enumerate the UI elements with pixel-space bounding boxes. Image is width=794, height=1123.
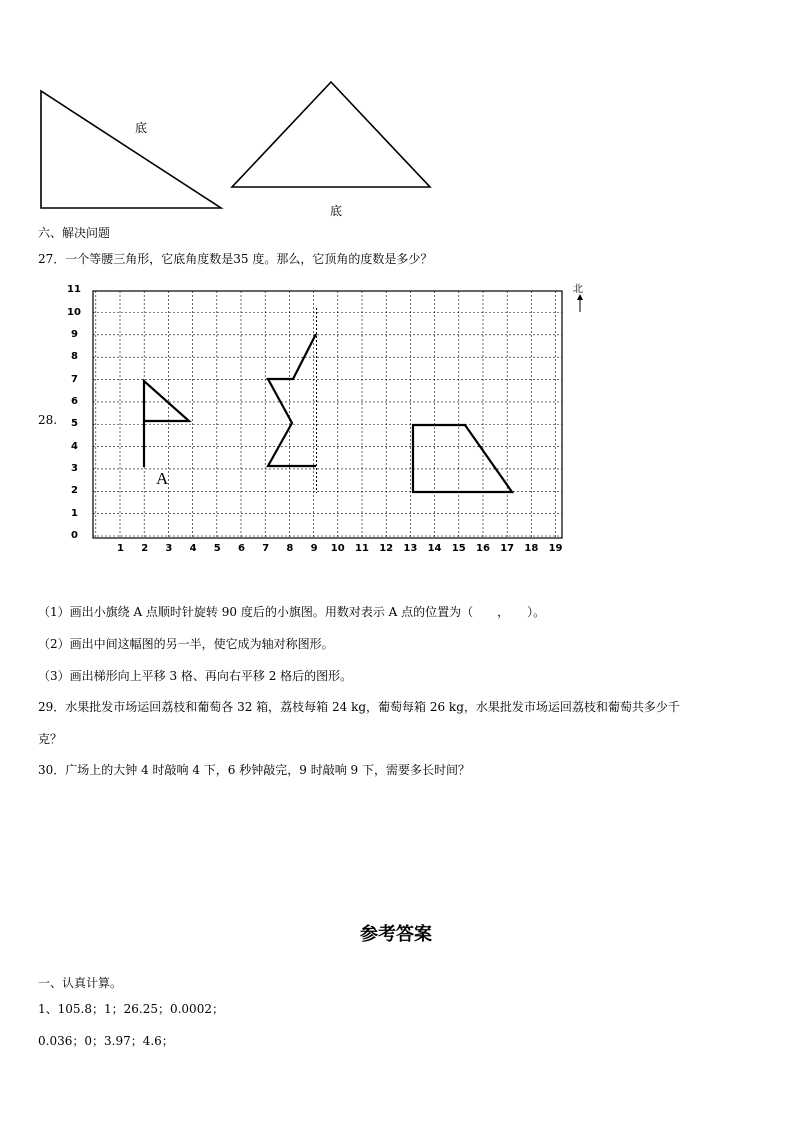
- y-tick-label: 9: [71, 328, 78, 340]
- x-tick-label: 1: [117, 543, 124, 554]
- x-tick-label: 14: [427, 543, 442, 554]
- x-tick-label: 13: [403, 543, 418, 554]
- question-30: 30．广场上的大钟 4 时敲响 4 下，6 秒钟敲完，9 时敲响 9 下，需要多长时间？: [38, 763, 470, 777]
- answers-line-2: 0.036；0；3.97；4.6；: [38, 1034, 174, 1048]
- x-tick-label: 11: [355, 543, 369, 554]
- triangle1-base-label: 底: [135, 121, 148, 135]
- section-heading: 六、解决问题: [38, 226, 111, 240]
- x-tick-label: 9: [310, 543, 318, 554]
- question-27: 27．一个等腰三角形，它底角度数是35 度。那么，它顶角的度数是多少？: [38, 252, 433, 266]
- y-tick-label: 11: [67, 284, 81, 296]
- x-tick-label: 4: [189, 543, 197, 554]
- question-28-part-3: （3）画出梯形向上平移 3 格、再向右平移 2 格后的图形。: [38, 669, 353, 683]
- x-tick-label: 16: [476, 543, 490, 554]
- x-tick-label: 8: [286, 543, 294, 554]
- y-tick-label: 4: [71, 440, 78, 452]
- question-28-part-2: （2）画出中间这幅图的另一半，使它成为轴对称图形。: [38, 637, 334, 651]
- answers-section-1: 一、认真计算。: [38, 976, 123, 990]
- x-tick-label: 2: [141, 543, 149, 554]
- x-tick-label: 5: [213, 543, 221, 554]
- grid-lines: [93, 291, 562, 538]
- y-tick-label: 3: [71, 462, 78, 474]
- x-tick-label: 6: [238, 543, 245, 554]
- answers-title: 参考答案: [360, 924, 432, 945]
- x-tick-label: 18: [524, 543, 539, 554]
- half-figure: [268, 334, 316, 466]
- y-tick-label: 0: [71, 530, 78, 541]
- x-tick-label: 10: [330, 543, 345, 554]
- answers-line-1: 1、105.8；1；26.25；0.0002；: [38, 1002, 224, 1016]
- x-tick-label: 15: [451, 543, 466, 554]
- y-tick-label: 5: [71, 418, 78, 430]
- question-29-line-2: 克？: [38, 732, 63, 746]
- question-28-number: 28.: [38, 413, 58, 427]
- y-tick-label: 6: [71, 395, 78, 407]
- triangle2-base-label: 底: [330, 204, 343, 218]
- trapezoid: [413, 425, 512, 492]
- y-tick-label: 1: [71, 507, 78, 519]
- grid-border: [93, 291, 562, 538]
- x-tick-label: 3: [165, 543, 173, 554]
- x-tick-label: 12: [379, 543, 394, 554]
- point-a-label: A: [156, 469, 169, 488]
- x-tick-label: 7: [262, 543, 270, 554]
- y-tick-label: 2: [71, 485, 78, 497]
- y-tick-label: 10: [67, 306, 81, 318]
- x-tick-label: 17: [500, 543, 515, 554]
- x-tick-label: 19: [548, 543, 563, 554]
- y-tick-label: 8: [71, 351, 78, 363]
- north-label: 北: [573, 284, 583, 295]
- question-29-line-1: 29．水果批发市场运回荔枝和葡萄各 32 箱，荔枝每箱 24 kg，葡萄每箱 26 kg，水果批发市场运回荔枝和葡萄共多少千: [38, 700, 680, 714]
- y-tick-label: 7: [71, 373, 78, 385]
- question-28-part-1: （1）画出小旗绕 A 点顺时针旋转 90 度后的小旗图。用数对表示 A 点的位置为（ ， ）。: [38, 605, 546, 619]
